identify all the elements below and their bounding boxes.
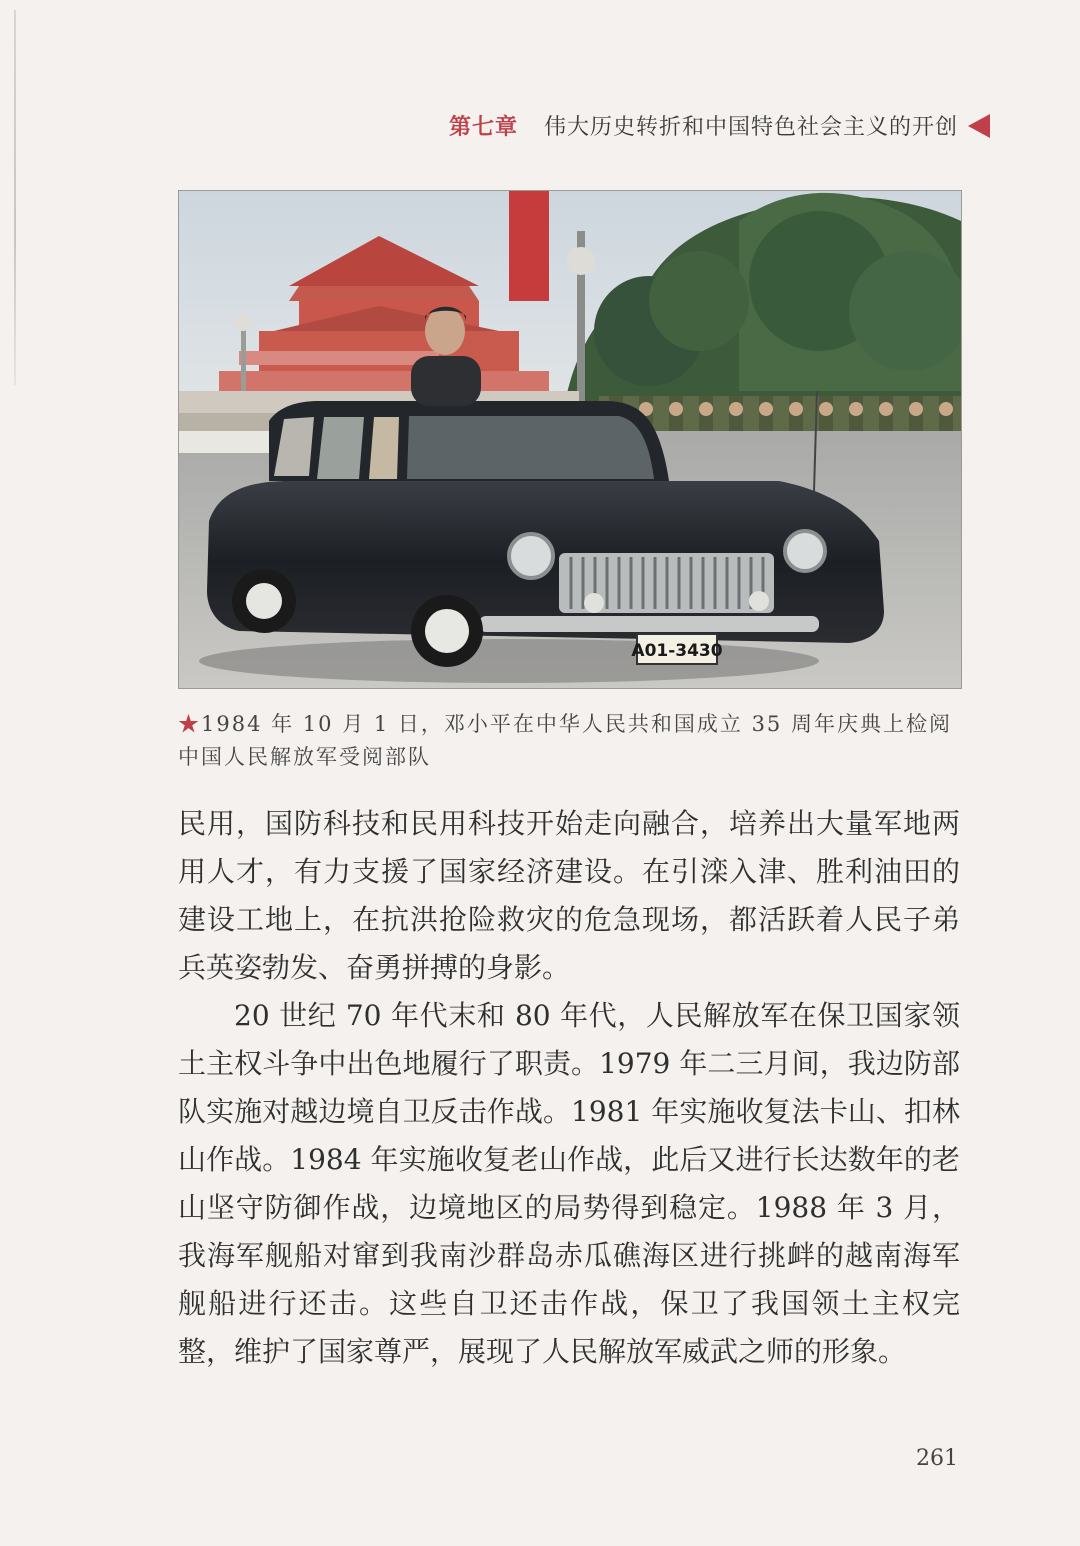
body-text (178, 800, 960, 1376)
page-spine-shadow (14, 10, 16, 385)
star-icon: ★ (178, 712, 201, 736)
running-header (449, 110, 990, 141)
photo-caption (178, 708, 968, 774)
chapter-title: 伟大历史转折和中国特色社会主义的开创 (543, 115, 958, 140)
paragraph-2: 20 世纪 70 年代末和 80 年代，人民解放军在保卫国家领土主权斗争中出色地履行了职责。1979 年二三月间，我边防部队实施对越边境自卫反击作战。1981 年实施收复法卡山、扣林山作战。1984 年实施收复老山作战，此后又进行长达数年的老山坚守防御作战，边境地区的局势得到稳定。1988 年 3 月，我海军舰船对窜到我南沙群岛赤瓜礁海区进行挑衅的越南海军舰船进行还击。这些自卫还击作战，保卫了我国领土主权完整，维护了国家尊严，展现了人民解放军威武之师的形象。 (178, 999, 960, 1368)
license-plate-text: A01-3430 (631, 641, 723, 661)
caption-line-1: 1984 年 10 月 1 日，邓小平在中华人民共和国成立 35 周年庆典上检阅 (201, 712, 952, 736)
page-number: 261 (916, 1446, 958, 1471)
caption-line-2: 中国人民解放军受阅部队 (178, 745, 431, 769)
chapter-label: 第七章 (448, 115, 518, 140)
triangle-marker-icon (968, 114, 990, 138)
parade-photo (178, 190, 962, 689)
parade-photo-illustration (179, 191, 961, 688)
paragraph-1: 民用，国防科技和民用科技开始走向融合，培养出大量军地两用人才，有力支援了国家经济建设。在引滦入津、胜利油田的建设工地上，在抗洪抢险救灾的危急现场，都活跃着人民子弟兵英姿勃发、奋勇拼搏的身影。 (178, 807, 960, 984)
